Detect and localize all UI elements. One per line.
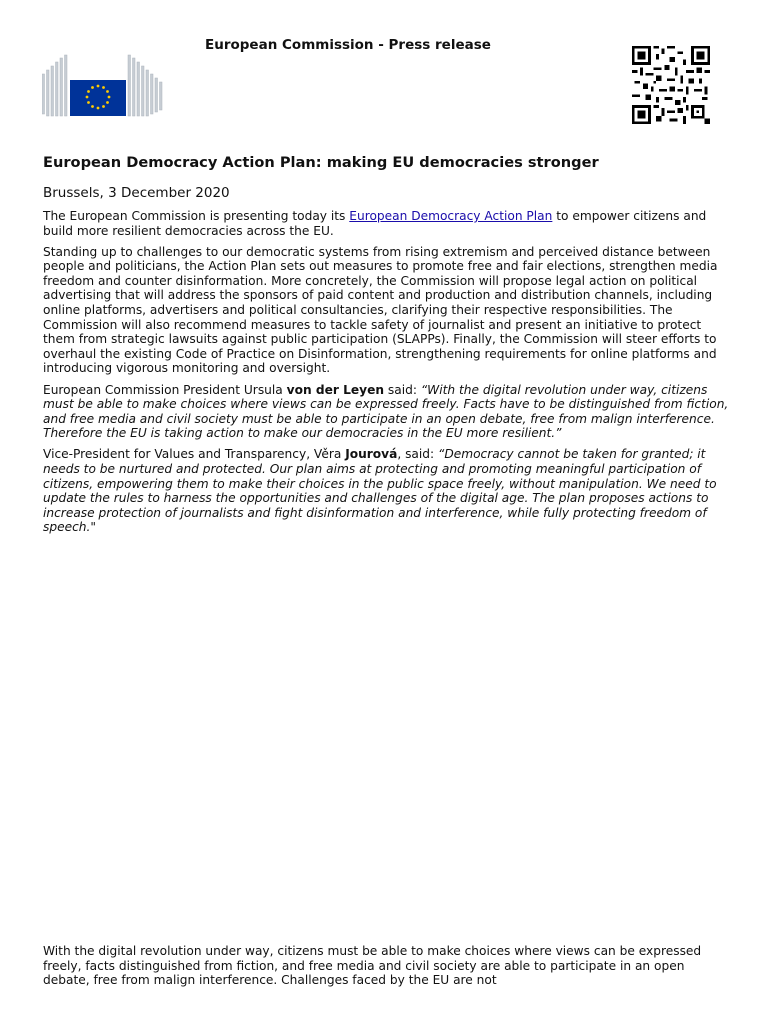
vdl-said: said: — [384, 382, 421, 397]
ec-logo-eu-flag-icon — [42, 52, 174, 118]
von-der-leyen-quote-paragraph — [43, 383, 729, 441]
bottom-paragraph: With the digital revolution under way, citizens must be able to make choices where views can be expressed freely, facts distinguished from fiction, and free media and civil society are able to participate in an open debate, free from malign interference. Challenges faced by the EU are not — [43, 944, 702, 988]
jourova-quote-paragraph — [43, 447, 729, 535]
vdl-quote: “With the digital revolution under way, citizens must be able to make choices where views can be expressed freely. Facts have to be distinguished from fiction, and free media and civil society must be able to participate in an open debate, free from malign interference. Therefore the EU is taking action to make our democracies in the EU more resilient.” — [43, 382, 729, 441]
jourova-quote: “Democracy cannot be taken for granted; it needs to be nurtured and protected. Our plan aims at protecting and promoting meaningful participation of citizens, empowering them to make their choices in the public space freely, without manipulation. We need to update the rules to harness the opportunities and challenges of the digital age. The plan proposes actions to increase protection of journalists and fight disinformation and interference, while fully protecting freedom of speech." — [43, 447, 717, 535]
jourova-intro: Vice-President for Values and Transparency, Věra — [43, 447, 346, 462]
intro-paragraph — [43, 209, 729, 238]
article-title: European Democracy Action Plan: making EU democracies stronger — [43, 154, 599, 171]
vdl-name: von der Leyen — [286, 382, 385, 397]
intro-text: The European Commission is presenting today its — [43, 209, 350, 223]
article-body — [43, 154, 729, 541]
press-release-header: European Commission - Press release — [205, 37, 491, 53]
democracy-action-plan-link[interactable]: European Democracy Action Plan — [349, 209, 553, 223]
measures-paragraph: Standing up to challenges to our democratic systems from rising extremism and perceived distance between people and politicians, the Action Plan sets out measures to promote free and fair elections, strengthen media freedom and counter disinformation. More concretely, the Commission will propose legal action on political advertising that will address the sponsors of paid content and production and distribution channels, including online platforms, advertisers and political consultancies, clarifying their respective responsibilities. The Commission will also recommend measures to tackle safety of journalist and present an initiative to protect them from strategic lawsuits against public participation (SLAPPs). Finally, the Commission will steer efforts to overhaul the existing Code of Practice on Disinformation, strengthening requirements for online platforms and introducing vigorous monitoring and oversight. — [43, 244, 718, 376]
dateline: Brussels, 3 December 2020 — [43, 185, 230, 201]
jourova-said: , said: — [397, 447, 438, 462]
qr-code-icon — [632, 46, 710, 124]
intro-text-end: to empower citizens and build more resilient democracies across the EU. — [43, 209, 707, 238]
vdl-intro: European Commission President Ursula — [43, 382, 287, 397]
jourova-name: Jourová — [345, 447, 398, 462]
